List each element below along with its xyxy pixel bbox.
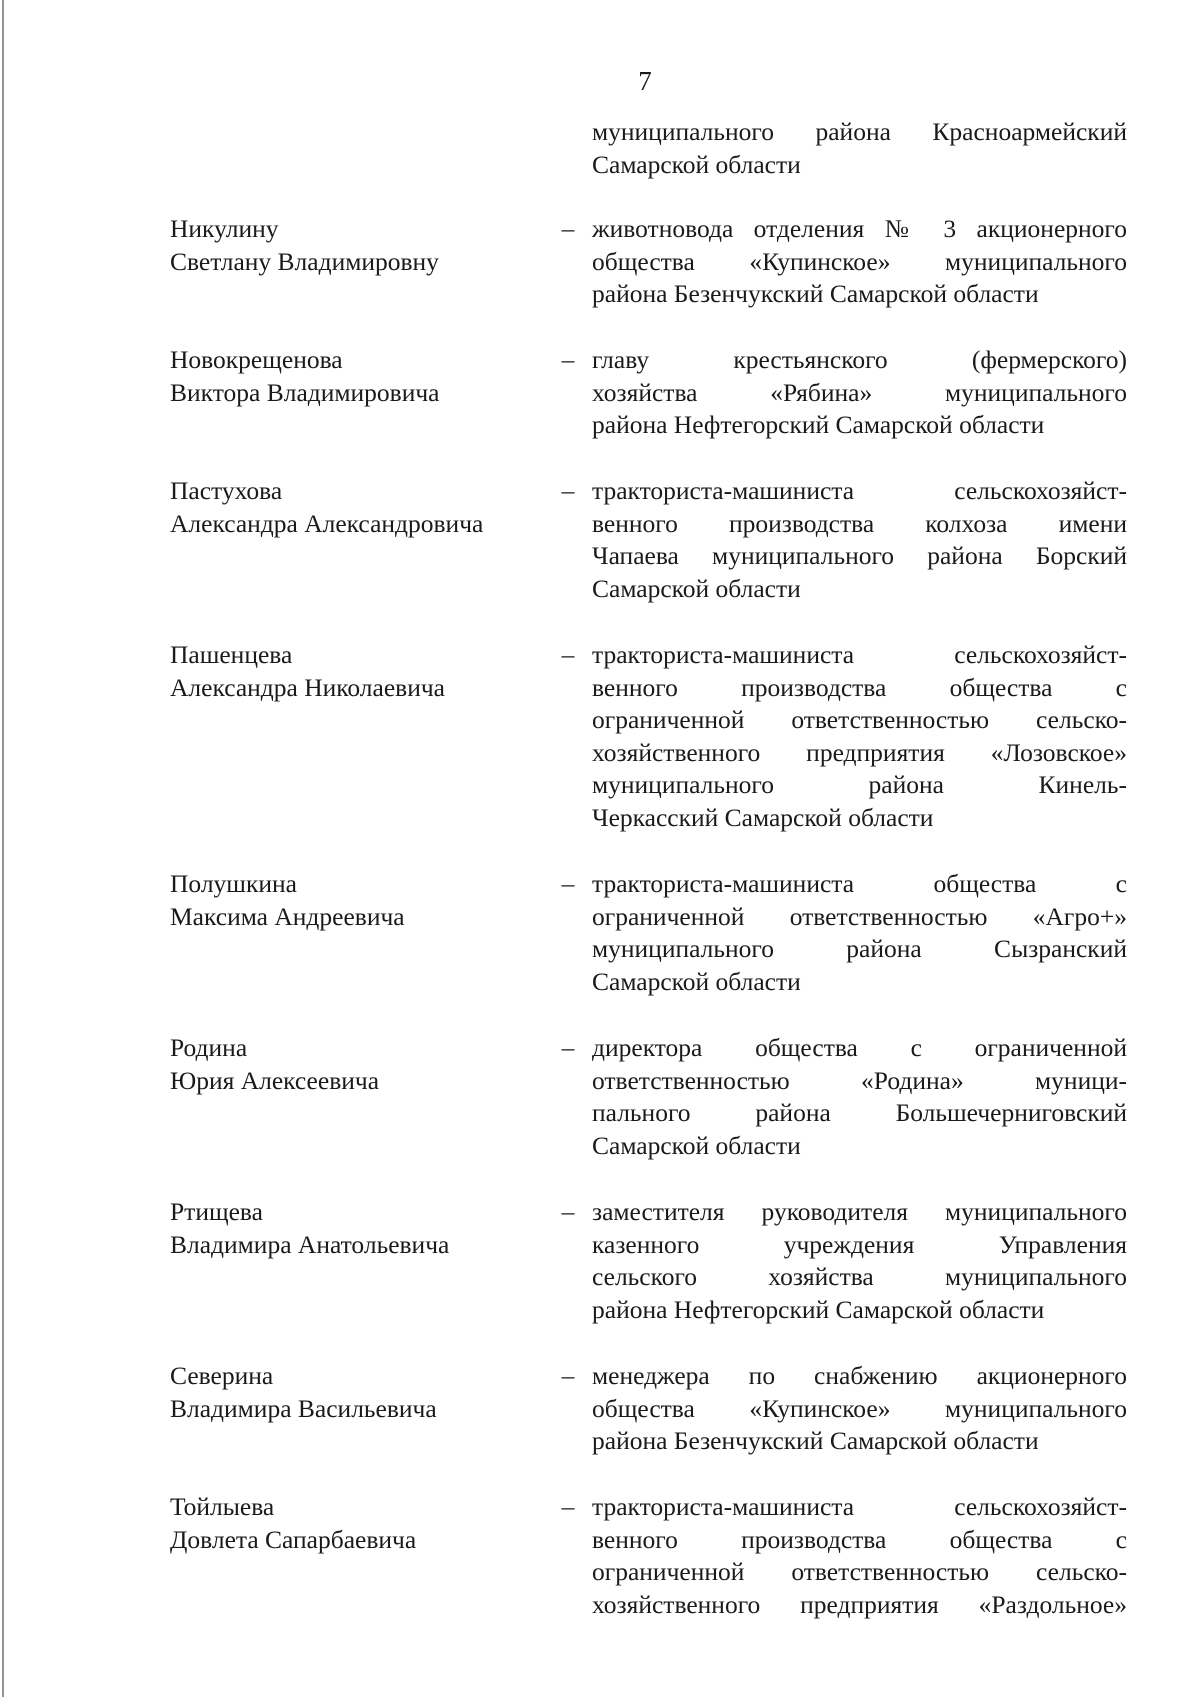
page-number: 7 [638, 66, 652, 96]
position-description [592, 475, 1127, 605]
dash-separator: – [561, 476, 575, 505]
desc-line: муниципального района Кинель- [592, 770, 1127, 800]
person-name [170, 344, 540, 409]
surname: Пашенцева [170, 640, 293, 669]
position-description [592, 213, 1127, 311]
desc-line: общества «Купинское» муниципального [592, 1393, 1127, 1423]
desc-line: тракториста-машиниста общества с [592, 869, 1127, 898]
desc-line: сельского хозяйства муниципального [592, 1262, 1127, 1292]
given-names: Владимира Васильевича [170, 1393, 437, 1423]
desc-line: района Нефтегорский Самарской области [592, 410, 1045, 440]
given-names: Александра Александровича [170, 508, 484, 538]
desc-line: Черкасский Самарской области [592, 802, 934, 832]
given-names: Александра Николаевича [170, 672, 445, 702]
surname: Новокрещенова [170, 345, 343, 374]
desc-line: муниципального района Красноармейский [592, 117, 1127, 146]
given-names: Максима Андреевича [170, 901, 405, 931]
position-description [592, 1032, 1127, 1162]
desc-line: района Нефтегорский Самарской области [592, 1294, 1045, 1324]
person-name [170, 1196, 540, 1261]
person-name [170, 213, 540, 278]
desc-line: хозяйства «Рябина» муниципального [592, 377, 1127, 407]
surname: Ртищева [170, 1197, 263, 1226]
desc-line: тракториста-машиниста сельскохозяйст- [592, 476, 1127, 505]
desc-line: директора общества с ограниченной [592, 1033, 1127, 1062]
desc-line: тракториста-машиниста сельскохозяйст- [592, 640, 1127, 669]
dash-separator: – [561, 640, 575, 669]
desc-line: хозяйственного предприятия «Лозовское» [592, 737, 1127, 767]
surname: Полушкина [170, 869, 297, 898]
surname: Родина [170, 1033, 248, 1062]
dash-separator: – [561, 1033, 575, 1062]
desc-line: ограниченной ответственностью «Агро+» [592, 901, 1127, 931]
desc-line: ответственностью «Родина» муници- [592, 1065, 1127, 1095]
desc-line: Самарской области [592, 966, 801, 996]
given-names: Светлану Владимировну [170, 246, 439, 276]
person-name [170, 475, 540, 540]
given-names: Владимира Анатольевича [170, 1229, 450, 1259]
position-description [592, 868, 1127, 998]
desc-line: ограниченной ответственностью сельско- [592, 705, 1127, 735]
page-edge-rule [2, 0, 4, 1697]
surname: Никулину [170, 214, 279, 243]
desc-line: тракториста-машиниста сельскохозяйст- [592, 1492, 1127, 1521]
person-name [170, 639, 540, 704]
person-name [170, 1491, 540, 1556]
surname: Пастухова [170, 476, 283, 505]
person-name [170, 1032, 540, 1097]
position-description [592, 639, 1127, 835]
person-name [170, 1360, 540, 1425]
desc-line: пального района Большечерниговский [592, 1098, 1127, 1128]
desc-line: казенного учреждения Управления [592, 1229, 1127, 1259]
given-names: Виктора Владимировича [170, 377, 440, 407]
position-description [592, 1360, 1127, 1458]
position-description [592, 1196, 1127, 1326]
desc-line: ограниченной ответственностью сельско- [592, 1557, 1127, 1587]
dash-separator: – [561, 1361, 575, 1390]
desc-line: Самарской области [592, 573, 801, 603]
desc-line: менеджера по снабжению акционерного [592, 1361, 1127, 1390]
desc-line: животновода отделения № 3 акционерного [592, 214, 1127, 243]
dash-separator: – [561, 345, 575, 374]
desc-line: Самарской области [592, 1130, 801, 1160]
continuation-text [592, 116, 1127, 181]
desc-line: заместителя руководителя муниципального [592, 1197, 1127, 1226]
dash-separator: – [561, 1492, 575, 1521]
desc-line: венного производства общества с [592, 1524, 1127, 1554]
desc-line: хозяйственного предприятия «Раздольное» [592, 1589, 1127, 1619]
given-names: Довлета Сапарбаевича [170, 1524, 417, 1554]
given-names: Юрия Алексеевича [170, 1065, 380, 1095]
desc-line: венного производства общества с [592, 672, 1127, 702]
desc-line: Самарской области [592, 149, 801, 179]
desc-line: главу крестьянского (фермерского) [592, 345, 1127, 374]
desc-line: района Безенчукский Самарской области [592, 279, 1039, 309]
dash-separator: – [561, 1197, 575, 1226]
position-description [592, 1491, 1127, 1621]
surname: Северина [170, 1361, 274, 1390]
desc-line: общества «Купинское» муниципального [592, 246, 1127, 276]
dash-separator: – [561, 869, 575, 898]
position-description [592, 344, 1127, 442]
desc-line: Чапаева муниципального района Борский [592, 541, 1127, 571]
dash-separator: – [561, 214, 575, 243]
desc-line: муниципального района Сызранский [592, 934, 1127, 964]
desc-line: района Безенчукский Самарской области [592, 1426, 1039, 1456]
person-name [170, 868, 540, 933]
surname: Тойлыева [170, 1492, 275, 1521]
desc-line: венного производства колхоза имени [592, 508, 1127, 538]
